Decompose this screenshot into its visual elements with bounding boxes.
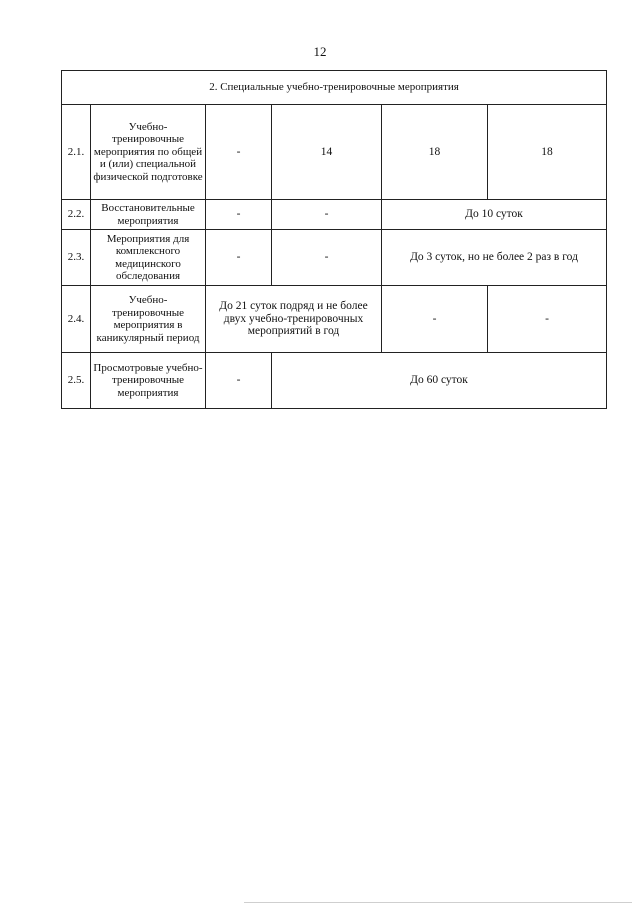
table-cell: 14 (272, 105, 382, 200)
scan-artifact (244, 902, 632, 903)
table-cell: - (272, 200, 382, 230)
table-cell: - (488, 286, 607, 353)
row-number: 2.2. (62, 200, 91, 230)
table-cell: До 21 суток подряд и не более двух учебно-тренировочных мероприятий в год (206, 286, 382, 353)
table-row (62, 105, 607, 200)
table-row (62, 353, 607, 409)
table-cell: - (272, 230, 382, 286)
schedule-table (61, 70, 607, 409)
row-name: Учебно-тренировочные мероприятия по общей и (или) специальной физической подготовке (91, 105, 206, 200)
table-cell: До 60 суток (272, 353, 607, 409)
table-cell: 18 (488, 105, 607, 200)
table-cell: - (206, 353, 272, 409)
row-name: Восстановительные мероприятия (91, 200, 206, 230)
table-cell: - (206, 105, 272, 200)
table-cell: - (206, 200, 272, 230)
row-number: 2.3. (62, 230, 91, 286)
table-cell: - (382, 286, 488, 353)
table-cell: - (206, 230, 272, 286)
row-name: Мероприятия для комплексного медицинского обследования (91, 230, 206, 286)
section-title: 2. Специальные учебно-тренировочные мероприятия (62, 71, 607, 105)
row-number: 2.1. (62, 105, 91, 200)
row-name: Учебно-тренировочные мероприятия в каникулярный период (91, 286, 206, 353)
table-row (62, 286, 607, 353)
row-number: 2.5. (62, 353, 91, 409)
table-row (62, 200, 607, 230)
table-cell: 18 (382, 105, 488, 200)
table-cell: До 3 суток, но не более 2 раз в год (382, 230, 607, 286)
section-header-row (62, 71, 607, 105)
table-cell: До 10 суток (382, 200, 607, 230)
table-row (62, 230, 607, 286)
row-name: Просмотровые учебно-тренировочные мероприятия (91, 353, 206, 409)
page-number: 12 (313, 44, 327, 59)
row-number: 2.4. (62, 286, 91, 353)
